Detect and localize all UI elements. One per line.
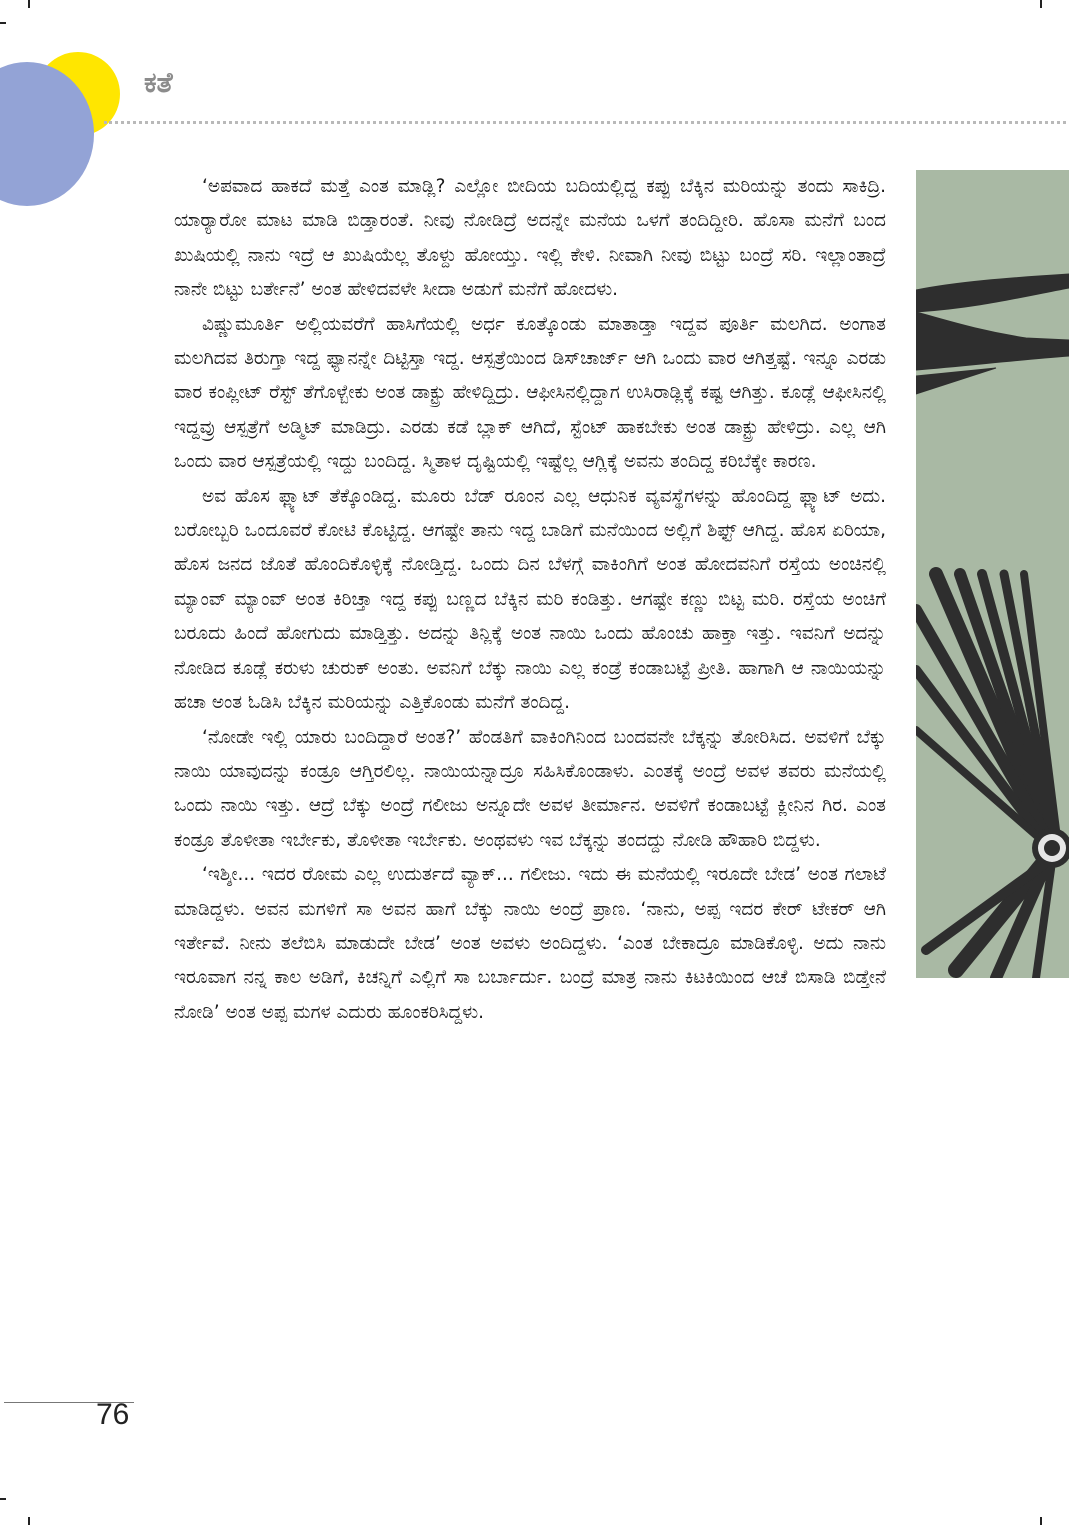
section-label: ಕತೆ [144,66,173,99]
story-paragraph: ‘ಇಶ್ಶೀ... ಇದರ ರೋಮ ಎಲ್ಲ ಉದುರ್ತದೆ ವ್ಯಾಕ್... ಗಲೀಜು. ಇದು ಈ ಮನೆಯಲ್ಲಿ ಇರೂದೇ ಬೇಡ’ ಅಂತ ಗಲಾಟೆ ಮಾಡಿದ್ದಳು. ಅವನ ಮಗಳಿಗೆ ಸಾ ಅವನ ಹಾಗೆ ಬೆಕ್ಕು ನಾಯಿ ಅಂದ್ರೆ ಪ್ರಾಣ. ‘ನಾನು, ಅಪ್ಪ ಇದರ ಕೇರ್ ಟೇಕರ್ ಆಗಿ ಇರ್ತೇವೆ. ನೀನು ತಲೆಬಿಸಿ ಮಾಡುದೇ ಬೇಡ’ ಅಂತ ಅವಳು ಅಂದಿದ್ದಳು. ‘ಎಂತ ಬೇಕಾದ್ರೂ ಮಾಡಿಕೊಳ್ಳಿ. ಅದು ನಾನು ಇರೂವಾಗ ನನ್ನ ಕಾಲ ಅಡಿಗೆ, ಕಿಚನ್ನಿಗೆ ಎಲ್ಲಿಗೆ ಸಾ ಬರ್ಬಾರ್ದು. ಬಂದ್ರೆ ಮಾತ್ರ ನಾನು ಕಿಟಕಿಯಿಂದ ಆಚೆ ಬಿಸಾಡಿ ಬಿಡ್ತೇನೆ ನೋಡಿ’ ಅಂತ ಅಪ್ಪ ಮಗಳ ಎದುರು ಹೂಂಕರಿಸಿದ್ದಳು. [174,864,886,1023]
story-paragraph: ‘ಅಪವಾದ ಹಾಕದೆ ಮತ್ತೆ ಎಂತ ಮಾಡ್ಲಿ? ಎಲ್ಲೋ ಬೀದಿಯ ಬದಿಯಲ್ಲಿದ್ದ ಕಪ್ಪು ಬೆಕ್ಕಿನ ಮರಿಯನ್ನು ತಂದು ಸಾಕಿದ್ರಿ. ಯಾರ್‍ಯಾರೋ ಮಾಟ ಮಾಡಿ ಬಿಡ್ತಾರಂತೆ. ನೀವು ನೋಡಿದ್ರೆ ಅದನ್ನೇ ಮನೆಯ ಒಳಗೆ ತಂದಿದ್ದೀರಿ. ಹೊಸಾ ಮನೆಗೆ ಬಂದ ಖುಷಿಯಲ್ಲಿ ನಾನು ಇದ್ರೆ ಆ ಖುಷಿಯೆಲ್ಲ ತೊಳ್ದು ಹೋಯ್ತು. ಇಲ್ಲಿ ಕೇಳಿ. ನೀವಾಗಿ ನೀವು ಬಿಟ್ಟು ಬಂದ್ರೆ ಸರಿ. ಇಲ್ಲಾಂತಾದ್ರೆ ನಾನೇ ಬಿಟ್ಟು ಬರ್ತೇನೆ’ ಅಂತ ಹೇಳಿದವಳೇ ಸೀದಾ ಅಡುಗೆ ಮನೆಗೆ ಹೋದಳು. [174,176,886,301]
illustration-fan-strokes [916,574,1056,978]
header-dotted-rule [104,121,1066,124]
story-body [174,170,886,1030]
illustration-brush-upper [916,274,1069,394]
illustration-drawing [916,170,1069,978]
story-paragraph: ಅವ ಹೊಸ ಫ್ಲ್ಯಾಟ್ ತೆಕ್ಕೊಂಡಿದ್ದ. ಮೂರು ಬೆಡ್ ರೂಂನ ಎಲ್ಲ ಆಧುನಿಕ ವ್ಯವಸ್ಥೆಗಳನ್ನು ಹೊಂದಿದ್ದ ಫ್ಲ್ಯಾಟ್ ಅದು. ಬರೋಬ್ಬರಿ ಒಂದೂವರೆ ಕೋಟಿ ಕೊಟ್ಟಿದ್ದ. ಆಗಷ್ಟೇ ತಾನು ಇದ್ದ ಬಾಡಿಗೆ ಮನೆಯಿಂದ ಅಲ್ಲಿಗೆ ಶಿಫ್ಟ್ ಆಗಿದ್ದ. ಹೊಸ ಏರಿಯಾ, ಹೊಸ ಜನದ ಜೊತೆ ಹೊಂದಿಕೊಳ್ಳಿಕ್ಕೆ ನೋಡ್ತಿದ್ದ. ಒಂದು ದಿನ ಬೆಳಗ್ಗೆ ವಾಕಿಂಗಿಗೆ ಅಂತ ಹೋದವನಿಗೆ ರಸ್ತೆಯ ಅಂಚಿನಲ್ಲಿ ಮ್ಯಾಂವ್ ಮ್ಯಾಂವ್ ಅಂತ ಕಿರಿಚ್ತಾ ಇದ್ದ ಕಪ್ಪು ಬಣ್ಣದ ಬೆಕ್ಕಿನ ಮರಿ ಕಂಡಿತ್ತು. ಆಗಷ್ಟೇ ಕಣ್ಣು ಬಿಟ್ಟ ಮರಿ. ರಸ್ತೆಯ ಅಂಚಿಗೆ ಬರೂದು ಹಿಂದೆ ಹೋಗುದು ಮಾಡ್ತಿತ್ತು. ಅದನ್ನು ತಿನ್ಲಿಕ್ಕೆ ಅಂತ ನಾಯಿ ಒಂದು ಹೊಂಚು ಹಾಕ್ತಾ ಇತ್ತು. ಇವನಿಗೆ ಅದನ್ನು ನೋಡಿದ ಕೂಡ್ಲೆ ಕರುಳು ಚುರುಕ್ ಅಂತು. ಅವನಿಗೆ ಬೆಕ್ಕು ನಾಯಿ ಎಲ್ಲ ಕಂಡ್ರೆ ಕಂಡಾಬಟ್ಟೆ ಪ್ರೀತಿ. ಹಾಗಾಗಿ ಆ ನಾಯಿಯನ್ನು ಹಚಾ ಅಂತ ಓಡಿಸಿ ಬೆಕ್ಕಿನ ಮರಿಯನ್ನು ಎತ್ತಿಕೊಂಡು ಮನೆಗೆ ತಂದಿದ್ದ. [174,485,886,714]
page-number: 76 [96,1398,130,1431]
crop-mark-bottom-left [28,1517,30,1525]
story-paragraph: ವಿಷ್ಣುಮೂರ್ತಿ ಅಲ್ಲಿಯವರೆಗೆ ಹಾಸಿಗೆಯಲ್ಲಿ ಅರ್ಧ ಕೂತ್ಕೊಂಡು ಮಾತಾಡ್ತಾ ಇದ್ದವ ಪೂರ್ತಿ ಮಲಗಿದ. ಅಂಗಾತ ಮಲಗಿದವ ತಿರುಗ್ತಾ ಇದ್ದ ಫ್ಯಾನನ್ನೇ ದಿಟ್ಟಿಸ್ತಾ ಇದ್ದ. ಆಸ್ಪತ್ರೆಯಿಂದ ಡಿಸ್‌ಚಾರ್ಜ್ ಆಗಿ ಒಂದು ವಾರ ಆಗಿತ್ತಷ್ಟೆ. ಇನ್ನೂ ಎರಡು ವಾರ ಕಂಪ್ಲೀಟ್ ರೆಸ್ಟ್ ತೆಗೊಳ್ಬೇಕು ಅಂತ ಡಾಕ್ಟ್ರು ಹೇಳಿದ್ದಿದ್ರು. ಆಫೀಸಿನಲ್ಲಿದ್ದಾಗ ಉಸಿರಾಡ್ಲಿಕ್ಕೆ ಕಷ್ಟ ಆಗಿತ್ತು. ಕೂಡ್ಲೆ ಆಫೀಸಿನಲ್ಲಿ ಇದ್ದವ್ರು ಆಸ್ಪತ್ರೆಗೆ ಅಡ್ಮಿಟ್ ಮಾಡಿದ್ರು. ಎರಡು ಕಡೆ ಬ್ಲಾಕ್ ಆಗಿದೆ, ಸ್ಟೆಂಟ್ ಹಾಕಬೇಕು ಅಂತ ಡಾಕ್ಟ್ರು ಹೇಳಿದ್ರು. ಎಲ್ಲ ಆಗಿ ಒಂದು ವಾರ ಆಸ್ಪತ್ರೆಯಲ್ಲಿ ಇದ್ದು ಬಂದಿದ್ದ. ಸ್ಮಿತಾಳ ದೃಷ್ಟಿಯಲ್ಲಿ ಇಷ್ಟೆಲ್ಲ ಆಗ್ಲಿಕ್ಕೆ ಅವನು ತಂದಿದ್ದ ಕರಿಬೆಕ್ಕೇ ಕಾರಣ. [174,313,886,473]
crop-mark-left-lower [0,1498,6,1500]
crop-mark-top-left [28,0,30,8]
crop-mark-left-upper [0,22,6,24]
crop-mark-top-right [1040,0,1042,8]
story-illustration [916,170,1069,978]
story-paragraph: ‘ನೋಡೇ ಇಲ್ಲಿ ಯಾರು ಬಂದಿದ್ದಾರೆ ಅಂತ?’ ಹೆಂಡತಿಗೆ ವಾಕಿಂಗಿನಿಂದ ಬಂದವನೇ ಬೆಕ್ಕನ್ನು ತೋರಿಸಿದ. ಅವಳಿಗೆ ಬೆಕ್ಕು ನಾಯಿ ಯಾವುದನ್ನು ಕಂಡ್ರೂ ಆಗ್ತಿರಲಿಲ್ಲ. ನಾಯಿಯನ್ನಾದ್ರೂ ಸಹಿಸಿಕೊಂಡಾಳು. ಎಂತಕ್ಕೆ ಅಂದ್ರೆ ಅವಳ ತವರು ಮನೆಯಲ್ಲಿ ಒಂದು ನಾಯಿ ಇತ್ತು. ಆದ್ರೆ ಬೆಕ್ಕು ಅಂದ್ರೆ ಗಲೀಜು ಅನ್ನೂದೇ ಅವಳ ತೀರ್ಮಾನ. ಅವಳಿಗೆ ಕಂಡಾಬಟ್ಟೆ ಕ್ಲೀನಿನ ಗಿರ. ಎಂತ ಕಂಡ್ರೂ ತೊಳೀತಾ ಇರ್ಬೇಕು, ತೊಳೀತಾ ಇರ್ಬೇಕು. ಅಂಥವಳು ಇವ ಬೆಕ್ಕನ್ನು ತಂದದ್ದು ನೋಡಿ ಹೌಹಾರಿ ಬಿದ್ದಳು. [174,726,886,851]
crop-mark-bottom-right [1040,1517,1042,1525]
